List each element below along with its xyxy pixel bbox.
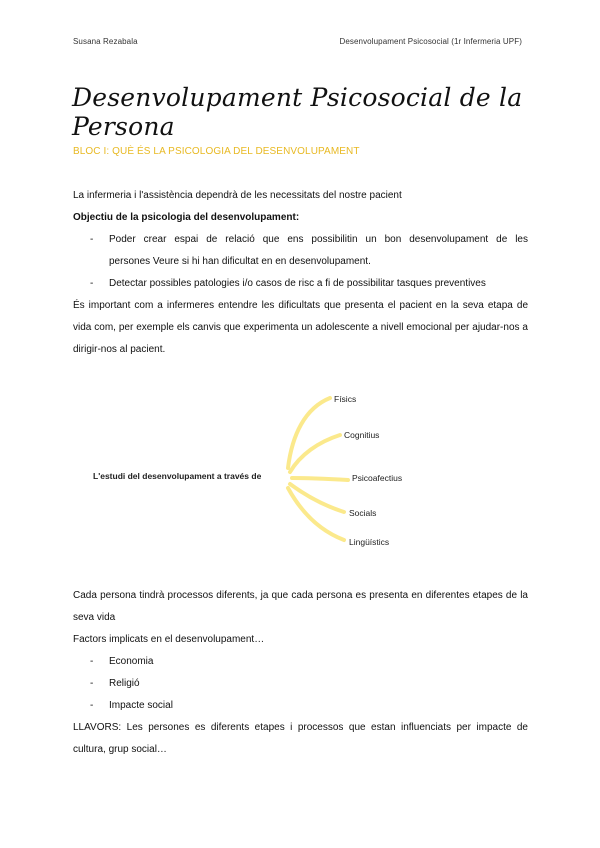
branch-cognitius: Cognitius — [344, 430, 380, 440]
processes-paragraph: Cada persona tindrà processos diferents, ja que cada persona es presenta en diferentes etapes de la seva vida — [73, 590, 528, 623]
header-course: Desenvolupament Psicosocial (1r Infermeria UPF) — [339, 37, 522, 46]
brace-psicoafectius — [292, 478, 348, 480]
list-item: - Economia — [73, 651, 528, 673]
brace-cognitius — [290, 435, 340, 472]
list-item: - Impacte social — [73, 695, 528, 717]
header-author: Susana Rezabala — [73, 37, 138, 46]
branch-socials: Socials — [349, 508, 377, 518]
important-paragraph: És important com a infermeres entendre les dificultats que presenta el pacient en la seva etapa de vida com, per exemple els canvis que experimenta un adolescente a nivell emocional per ajudar-nos a dirigir-nos al pacient. — [73, 300, 528, 355]
development-diagram — [0, 380, 600, 560]
objective-list — [73, 229, 528, 295]
bloc-heading: BLOC I: QUÈ ÉS LA PSICOLOGIA DEL DESENVOLUPAMENT — [73, 146, 360, 157]
branch-fisics: Físics — [334, 394, 357, 404]
factors-heading: Factors implicats en el desenvolupament… — [73, 634, 265, 645]
brace-fisics — [288, 398, 330, 468]
list-item — [73, 273, 528, 295]
objective-item-1-line1: - Poder crear espai de relació que ens possibilitin un bon desenvolupament de les — [109, 234, 528, 245]
list-item — [73, 229, 528, 273]
branch-linguistics: Lingüístics — [349, 537, 390, 547]
diagram-main-label: L'estudi del desenvolupament a través de — [93, 471, 262, 481]
conclusion-paragraph: LLAVORS: Les persones es diferents etapes i processos que estan influenciats per impacte de cultura, grup social… — [73, 722, 528, 755]
objective-item-1-line2: persones Veure si hi han dificultat en en desenvolupament. — [109, 256, 371, 267]
objective-heading: Objectiu de la psicologia del desenvolupament: — [73, 212, 300, 223]
brace-socials — [290, 484, 344, 512]
factors-list — [73, 651, 528, 717]
branch-psicoafectius: Psicoafectius — [352, 473, 403, 483]
intro-text: La infermeria i l'assistència dependrà de les necessitats del nostre pacient — [73, 190, 402, 201]
page-title: Desenvolupament Psicosocial de la Persona — [72, 83, 523, 141]
brace-linguistics — [288, 488, 344, 540]
list-item: - Religió — [73, 673, 528, 695]
objective-item-2-line1: - Detectar possibles patologies i/o casos de risc a fi de possibilitar tasques preventives — [109, 278, 486, 289]
brace-lines — [0, 380, 600, 560]
